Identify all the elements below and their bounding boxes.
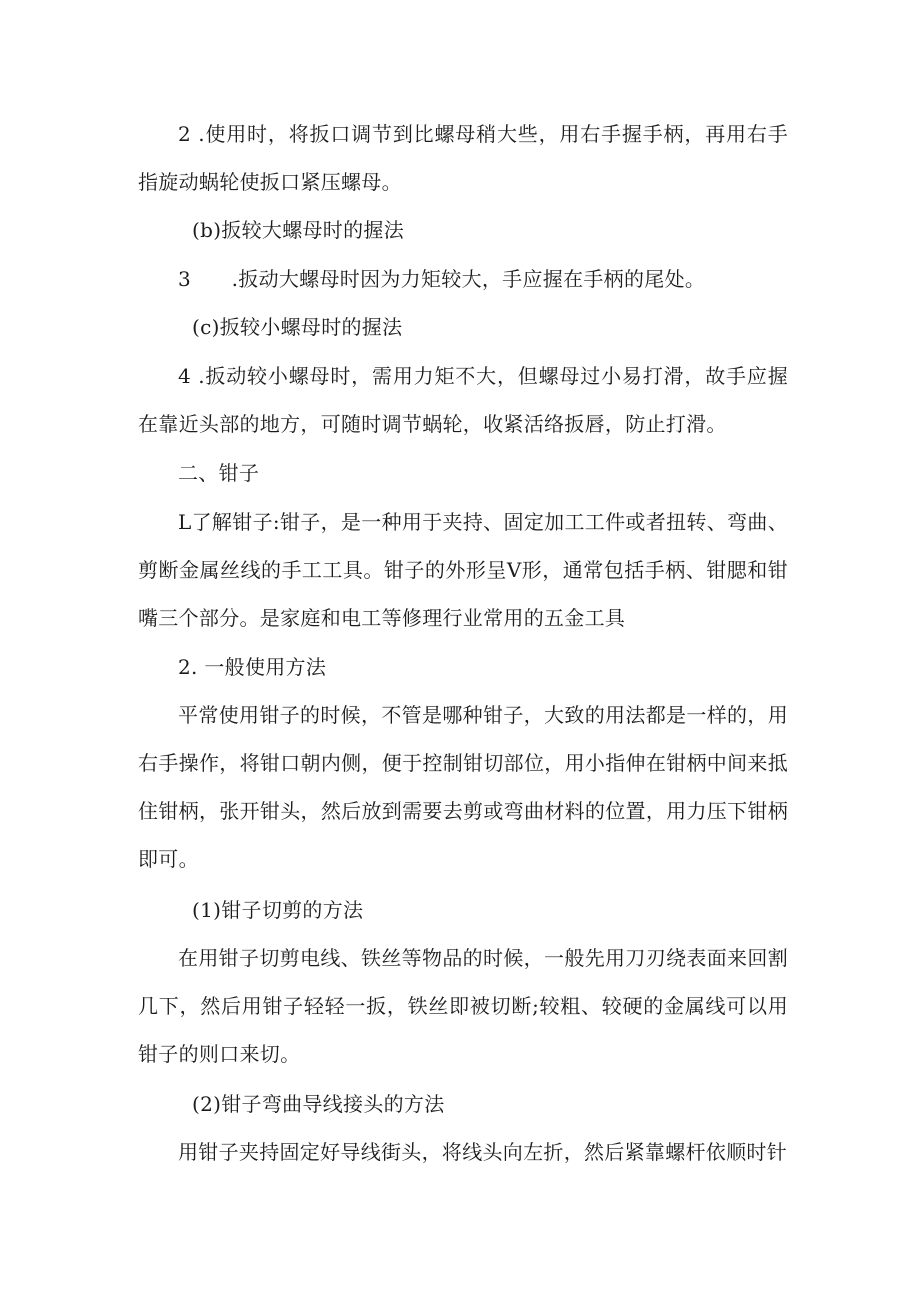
paragraph-pliers-intro: L了解钳子:钳子，是一种用于夹持、固定加工工件或者扭转、弯曲、剪断金属丝线的手工工具。钳子的外形呈V形，通常包括手柄、钳腮和钳嘴三个部分。是家庭和电工等修理行业常用的五金工具 xyxy=(138,510,788,630)
heading-cutting-method: (1)钳子切剪的方法 xyxy=(192,898,364,922)
heading-bending-method: (2)钳子弯曲导线接头的方法 xyxy=(192,1092,445,1116)
section-heading-pliers: 二、钳子 xyxy=(178,461,260,485)
paragraph-general-usage: 平常使用钳子的时候，不管是哪种钳子，大致的用法都是一样的，用右手操作，将钳口朝内侧，便于控制钳切部位，用小指伸在钳柄中间来抵住钳柄，张开钳头，然后放到需要去剪或弯曲材料的位置，用力压下钳柄即可。 xyxy=(138,703,788,871)
paragraph-wrench-step-4: 4 .扳动较小螺母时，需用力矩不大，但螺母过小易打滑，故手应握在靠近头部的地方，可随时调节蜗轮，收紧活络扳唇，防止打滑。 xyxy=(138,364,788,436)
paragraph-wrench-step-2: 2 .使用时，将扳口调节到比螺母稍大些，用右手握手柄，再用右手指旋动蜗轮使扳口紧压螺母。 xyxy=(138,122,788,194)
heading-small-nut-grip: (c)扳较小螺母时的握法 xyxy=(192,315,403,339)
heading-large-nut-grip: (b)扳较大螺母时的握法 xyxy=(192,218,405,242)
paragraph-bending-method: 用钳子夹持固定好导线街头，将线头向左折，然后紧靠螺杆依顺时针 xyxy=(178,1140,787,1164)
paragraph-cutting-method: 在用钳子切剪电线、铁丝等物品的时候，一般先用刀刃绕表面来回割几下，然后用钳子轻轻一扳，铁丝即被切断;较粗、较硬的金属线可以用钳子的则口来切。 xyxy=(138,946,788,1066)
heading-general-usage: 2. 一般使用方法 xyxy=(178,655,327,679)
paragraph-wrench-step-3: 3 .扳动大螺母时因为力矩较大，手应握在手柄的尾处。 xyxy=(178,267,706,291)
